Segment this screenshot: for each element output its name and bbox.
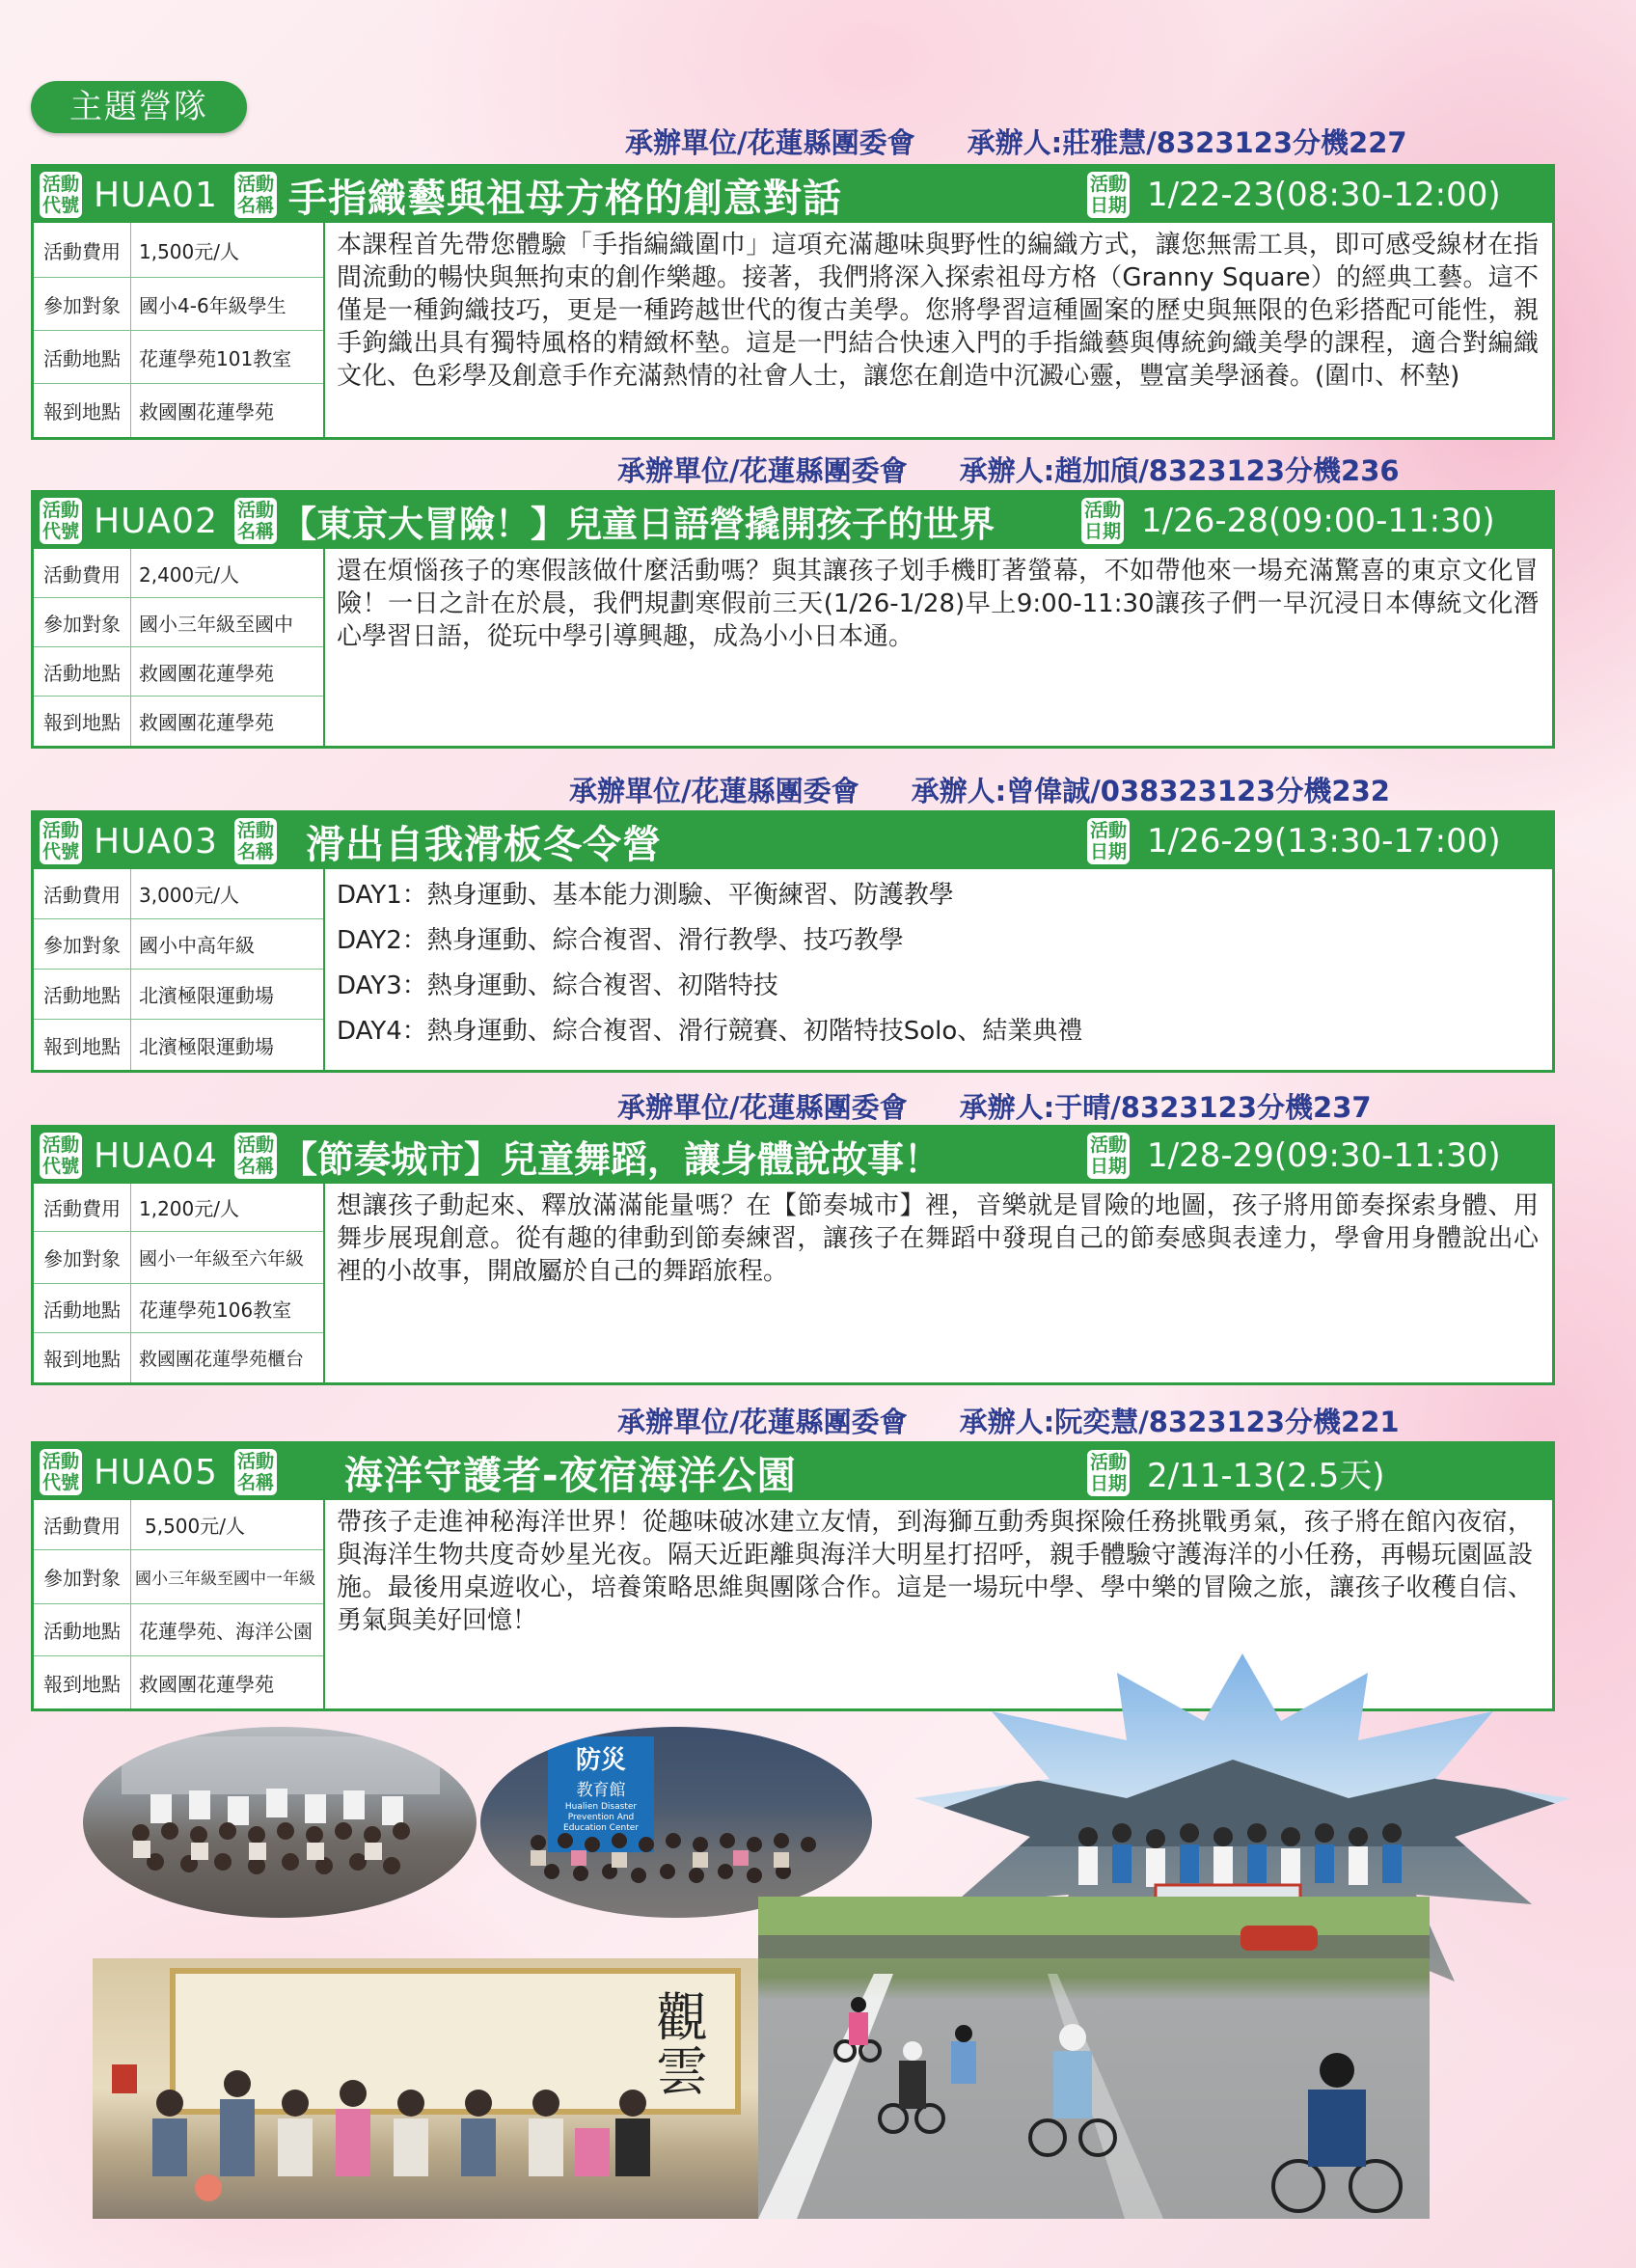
organizer-contact: 承辦人:于晴/8323123分機237 — [959, 1091, 1372, 1124]
group-photo-classroom — [83, 1727, 477, 1918]
code-tag: 活動代號 — [40, 818, 82, 864]
activity-title: 【東京大冒險！】兒童日語營撬開孩子的世界 — [281, 504, 995, 545]
code-tag: 活動代號 — [40, 498, 82, 544]
schedule-day: DAY4：熱身運動、綜合複習、滑行競賽、初階特技Solo、結業典禮 — [337, 1017, 1083, 1046]
date-tag: 活動日期 — [1087, 1133, 1130, 1179]
info-table — [34, 869, 325, 1070]
venue-label: 活動地點 — [34, 1604, 131, 1655]
venue-value: 花蓮學苑、海洋公園 — [139, 1620, 313, 1643]
venue-value: 北濱極限運動場 — [139, 984, 274, 1007]
section-header — [34, 167, 1552, 223]
checkin-label: 報到地點 — [34, 1656, 131, 1708]
date-tag: 活動日期 — [1087, 172, 1130, 218]
activity-section-hua04 — [31, 1125, 1555, 1385]
fee-label: 活動費用 — [34, 223, 131, 277]
center-sign-title: 防災 — [575, 1746, 626, 1775]
activity-code: HUA04 — [94, 1135, 218, 1176]
activity-code: HUA05 — [94, 1452, 218, 1492]
checkin-value: 救國團花蓮學苑 — [139, 1672, 274, 1696]
activity-description: 帶孩子走進神秘海洋世界！從趣味破冰建立友情，到海獅互動秀與探險任務挑戰勇氣，孩子將在館內夜宿，與海洋生物共度奇妙星光夜。隔天近距離與海洋大明星打招呼，親手體驗守護海洋的小任務，再暢玩園區設施。最後用桌遊收心，培養策略思維與團隊合作。這是一場玩中學、學中樂的冒險之旅，讓孩子收穫自信、勇氣與美好回憶！ — [337, 1508, 1533, 1635]
group-photo-education-center — [480, 1727, 872, 1918]
organizer-unit: 承辦單位/花蓮縣團委會 — [617, 1091, 908, 1124]
activity-title: 滑出自我滑板冬令營 — [306, 822, 662, 867]
activity-description: 想讓孩子動起來、釋放滿滿能量嗎？在【節奏城市】裡，音樂就是冒險的地圖，孩子將用節奏探索身體、用舞步展現創意。從有趣的律動到節奏練習，讓孩子在舞蹈中發現自己的節奏感與表達力，學會用身體說出心裡的小故事，開啟屬於自己的舞蹈旅程。 — [337, 1191, 1539, 1286]
activity-description: 本課程首先帶您體驗「手指編織圍巾」這項充滿趣味與野性的編織方式，讓您無需工具，即可感受線材在指間流動的暢快與無拘束的創作樂趣。接著，我們將深入探索祖母方格（Granny Square）的經典工藝。這不僅是一種鉤織技巧，更是一種跨越世代的復古美學。您將學習這種圖案的歷史與無限的色彩搭配可能性，親手鉤織出具有獨特風格的精緻杯墊。這是一門結合快速入門的手指織藝與傳統鉤織美學的課程，適合對編織文化、色彩學及創意手作充滿熱情的社會人士，讓您在創造中沉澱心靈，豐富美學涵養。(圍巾、杯墊) — [337, 231, 1539, 391]
section-header — [34, 813, 1552, 869]
activity-title: 手指織藝與祖母方格的創意對話 — [288, 176, 842, 221]
activity-date: 2/11-13(2.5天) — [1147, 1457, 1385, 1495]
organizer-contact: 承辦人:阮奕慧/8323123分機221 — [959, 1406, 1400, 1438]
info-table — [34, 223, 325, 437]
fee-value: 3,000元/人 — [139, 884, 239, 907]
code-tag: 活動代號 — [40, 1449, 82, 1495]
name-tag: 活動名稱 — [234, 172, 277, 218]
organizer-contact: 承辦人:曾偉誠/038323123分機232 — [911, 775, 1390, 807]
venue-label: 活動地點 — [34, 331, 131, 383]
venue-value: 花蓮學苑101教室 — [139, 346, 292, 370]
activity-title: 【節奏城市】兒童舞蹈，讓身體說故事！ — [281, 1137, 941, 1181]
activity-description: 還在煩惱孩子的寒假該做什麼活動嗎？與其讓孩子划手機盯著螢幕，不如帶他來一場充滿驚喜的東京文化冒險！一日之計在於晨，我們規劃寒假前三天(1/26-1/28)早上9:00-11:30讓孩子們一早沉浸日本傳統文化潛心學習日語，從玩中學引導興趣，成為小小日本通。 — [337, 557, 1539, 651]
schedule-day: DAY3：熱身運動、綜合複習、初階特技 — [337, 971, 778, 1000]
fee-label: 活動費用 — [34, 869, 131, 918]
target-label: 參加對象 — [34, 1550, 131, 1603]
date-tag: 活動日期 — [1081, 498, 1124, 544]
checkin-value: 救國團花蓮學苑櫃台 — [139, 1349, 305, 1370]
fee-label: 活動費用 — [34, 1500, 131, 1549]
activity-section-hua01 — [31, 164, 1555, 440]
venue-label: 活動地點 — [34, 647, 131, 696]
fee-value: 1,200元/人 — [139, 1197, 239, 1220]
target-value: 國小三年級至國中一年級 — [135, 1570, 315, 1589]
date-tag: 活動日期 — [1087, 1450, 1130, 1496]
activity-date: 1/28-29(09:30-11:30) — [1147, 1136, 1501, 1175]
info-table — [34, 549, 325, 746]
activity-code: HUA03 — [94, 821, 218, 861]
checkin-label: 報到地點 — [34, 697, 131, 746]
schedule-day: DAY2：熱身運動、綜合複習、滑行教學、技巧教學 — [337, 926, 904, 955]
fee-value: 5,500元/人 — [145, 1515, 245, 1538]
date-tag: 活動日期 — [1087, 818, 1130, 864]
photo-calligraphy-group — [93, 1958, 758, 2219]
fee-label: 活動費用 — [34, 1184, 131, 1231]
target-label: 參加對象 — [34, 1232, 131, 1283]
fee-value: 2,400元/人 — [139, 562, 239, 587]
checkin-value: 救國團花蓮學苑 — [139, 400, 274, 424]
section-header — [34, 493, 1552, 549]
venue-value: 救國團花蓮學苑 — [139, 661, 274, 685]
target-value: 國小中高年級 — [139, 934, 255, 957]
name-tag: 活動名稱 — [234, 1449, 277, 1495]
code-tag: 活動代號 — [40, 172, 82, 218]
checkin-label: 報到地點 — [34, 1020, 131, 1070]
organizer-line — [617, 1086, 1372, 1126]
organizer-contact: 承辦人:趙加頎/8323123分機236 — [959, 454, 1400, 487]
code-tag: 活動代號 — [40, 1133, 82, 1179]
activity-code: HUA01 — [94, 175, 218, 215]
checkin-value: 北濱極限運動場 — [139, 1034, 274, 1058]
center-sign-subtitle: 教育館 — [576, 1781, 626, 1800]
organizer-line — [625, 122, 1407, 161]
target-label: 參加對象 — [34, 278, 131, 330]
center-sign-english: Hualien Disaster Prevention And Education Center — [563, 1802, 639, 1833]
organizer-line — [617, 1401, 1400, 1440]
venue-label: 活動地點 — [34, 970, 131, 1019]
checkin-label: 報到地點 — [34, 384, 131, 437]
section-header — [34, 1444, 1552, 1500]
target-value: 國小4-6年級學生 — [139, 293, 286, 317]
organizer-contact: 承辦人:莊雅慧/8323123分機227 — [967, 126, 1407, 159]
activity-schedule — [325, 869, 1552, 1070]
organizer-line — [569, 770, 1390, 809]
target-label: 參加對象 — [34, 598, 131, 646]
organizer-unit: 承辦單位/花蓮縣團委會 — [617, 1406, 908, 1438]
activity-title: 海洋守護者-夜宿海洋公園 — [344, 1453, 797, 1498]
venue-label: 活動地點 — [34, 1284, 131, 1332]
fee-value: 1,500元/人 — [139, 239, 239, 263]
organizer-line — [617, 450, 1400, 489]
venue-value: 花蓮學苑106教室 — [139, 1298, 292, 1322]
name-tag: 活動名稱 — [234, 1133, 277, 1179]
activity-section-hua03 — [31, 810, 1555, 1073]
activity-code: HUA02 — [94, 501, 218, 541]
organizer-unit: 承辦單位/花蓮縣團委會 — [617, 454, 908, 487]
info-table — [34, 1184, 325, 1382]
checkin-label: 報到地點 — [34, 1333, 131, 1382]
calligraphy-text: 觀雲 — [656, 1987, 708, 2102]
target-value: 國小一年級至六年級 — [139, 1248, 305, 1270]
section-header — [34, 1128, 1552, 1184]
name-tag: 活動名稱 — [234, 818, 277, 864]
fee-label: 活動費用 — [34, 549, 131, 597]
activity-date: 1/26-28(09:00-11:30) — [1141, 502, 1495, 540]
checkin-value: 救國團花蓮學苑 — [139, 711, 274, 734]
organizer-unit: 承辦單位/花蓮縣團委會 — [569, 775, 859, 807]
theme-badge: 主題營隊 — [31, 81, 247, 133]
target-label: 參加對象 — [34, 919, 131, 969]
photo-road-cycling — [758, 1897, 1430, 2219]
activity-section-hua02 — [31, 490, 1555, 749]
activity-date: 1/22-23(08:30-12:00) — [1147, 176, 1501, 214]
organizer-unit: 承辦單位/花蓮縣團委會 — [625, 126, 915, 159]
activity-date: 1/26-29(13:30-17:00) — [1147, 822, 1501, 861]
info-table — [34, 1500, 325, 1708]
schedule-day: DAY1：熱身運動、基本能力測驗、平衡練習、防護教學 — [337, 881, 954, 910]
target-value: 國小三年級至國中 — [139, 612, 293, 636]
name-tag: 活動名稱 — [234, 498, 277, 544]
